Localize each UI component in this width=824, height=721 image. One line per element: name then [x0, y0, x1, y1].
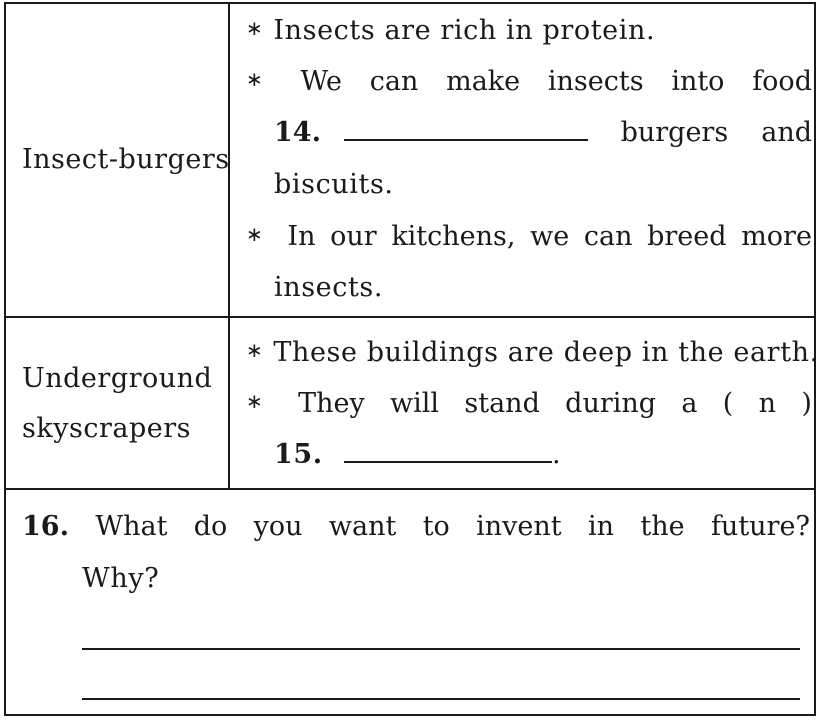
bullet-line: ∗ We can make insects into food	[246, 65, 812, 100]
bullet-line: ∗ These buildings are deep in the earth.	[246, 337, 819, 368]
row-label-insect-burgers: Insect-burgers	[22, 144, 230, 175]
question-16-continuation: Why?	[82, 563, 160, 594]
answer-line-16-a[interactable]	[82, 648, 800, 650]
bullet-line: ∗ In our kitchens, we can breed more	[246, 220, 812, 255]
bullet-line: ∗ They will stand during a ( n )	[246, 387, 812, 422]
bullet-line: ∗ Insects are rich in protein.	[246, 15, 656, 46]
answer-line-16-b[interactable]	[82, 698, 800, 700]
fill-in-line-15: 15. .	[274, 439, 562, 470]
bullet-star-icon: ∗	[246, 16, 264, 40]
row-divider	[4, 488, 816, 490]
question-16: 16. What do you want to invent in the future?	[22, 511, 810, 542]
continuation-line: biscuits.	[274, 169, 394, 200]
question-number: 15.	[274, 439, 323, 470]
fill-in-line-14: 14. burgers and	[274, 117, 812, 148]
answer-blank-14[interactable]	[344, 119, 588, 141]
column-divider	[228, 2, 230, 490]
question-number: 16.	[22, 511, 69, 542]
bullet-star-icon: ∗	[246, 67, 263, 91]
answer-blank-15[interactable]	[344, 441, 552, 463]
question-number: 14.	[274, 117, 321, 148]
bullet-star-icon: ∗	[246, 338, 264, 362]
row-label-skyscrapers: skyscrapers	[22, 413, 191, 444]
bullet-star-icon: ∗	[246, 389, 263, 413]
bullet-star-icon: ∗	[246, 222, 263, 246]
row-divider	[4, 316, 816, 318]
row-label-underground: Underground	[22, 363, 213, 394]
continuation-line: insects.	[274, 272, 384, 303]
